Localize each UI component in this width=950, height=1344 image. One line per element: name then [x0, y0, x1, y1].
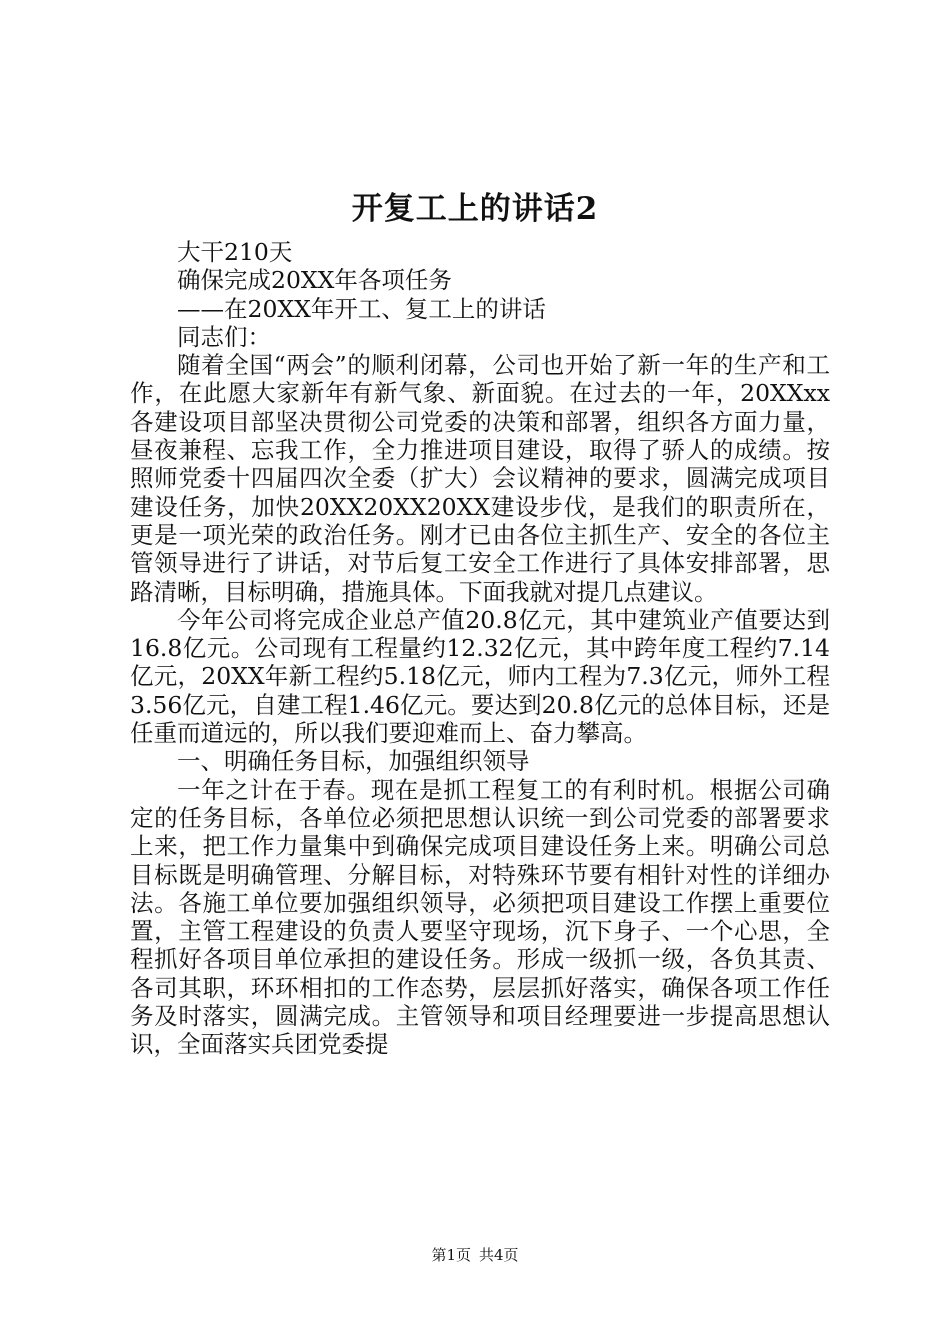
paragraph: 一年之计在于春。现在是抓工程复工的有利时机。根据公司确定的任务目标，各单位必须把思想认识统一到公司党委的部署要求上来，把工作力量集中到确保完成项目建设任务上来。明确公司总目标既是明确管理、分解目标，对特殊环节要有相针对性的详细办法。各施工单位要加强组织领导，必须把项目建设工作摆上重要位置，主管工程建设的负责人要坚守现场，沉下身子、一个心思，全程抓好各项目单位承担的建设任务。形成一级抓一级，各负其责、各司其职，环环相扣的工作态势，层层抓好落实，确保各项工作任务及时落实，圆满完成。主管领导和项目经理要进一步提高思想认识，全面落实兵团党委提	[130, 775, 830, 1059]
salutation: 同志们：	[177, 322, 271, 351]
paragraph: 随着全国“两会”的顺利闭幕，公司也开始了新一年的生产和工作，在此愿大家新年有新气象、新面貌。在过去的一年，20XXxx各建设项目部坚决贯彻公司党委的决策和部署，组织各方面力量，昼夜兼程、忘我工作，全力推进项目建设，取得了骄人的成绩。按照师党委十四届四次全委（扩大）会议精神的要求，圆满完成项目建设任务，加快20XX20XX20XX建设步伐，是我们的职责所在，更是一项光荣的政治任务。刚才已由各位主抓生产、安全的各位主管领导进行了讲话，对节后复工安全工作进行了具体安排部署，思路清晰，目标明确，措施具体。下面我就对提几点建议。	[130, 351, 830, 606]
paragraph: 今年公司将完成企业总产值20.8亿元，其中建筑业产值要达到16.8亿元。公司现有工程量约12.32亿元，其中跨年度工程约7.14亿元，20XX年新工程约5.18亿元，师内工程为7.3亿元，师外工程3.56亿元，自建工程1.46亿元。要达到20.8亿元的总体目标，还是任重而道远的，所以我们要迎难而上、奋力攀高。	[130, 605, 830, 748]
page-total: 共4页	[479, 1246, 519, 1264]
heading-line-1: 大干210天	[177, 238, 293, 266]
page-footer	[0, 1245, 950, 1265]
heading-line-2: 确保完成20XX年各项任务	[177, 266, 452, 295]
heading-subtitle: ——在20XX年开工、复工上的讲话	[177, 294, 546, 323]
section-heading: 一、明确任务目标，加强组织领导	[177, 747, 530, 776]
document-body	[130, 238, 830, 1059]
document-title: 开复工上的讲话2	[351, 191, 599, 227]
page-number: 第1页	[431, 1246, 471, 1264]
